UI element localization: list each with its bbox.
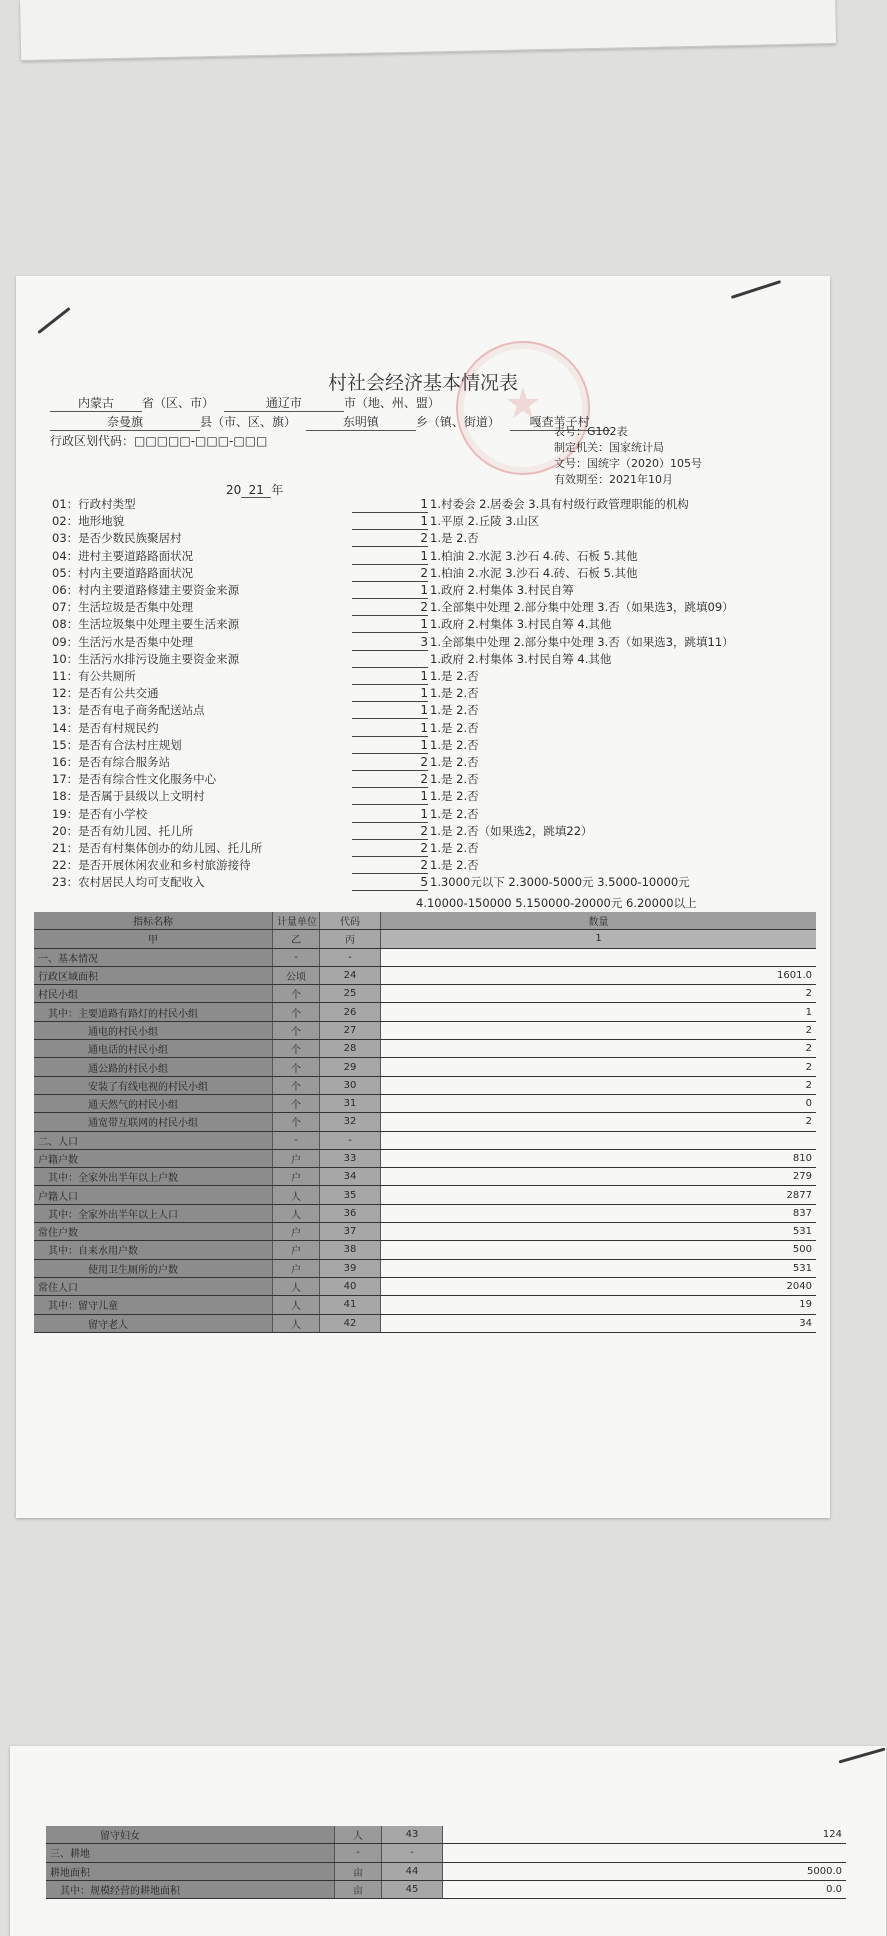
quantity-cell (381, 948, 817, 966)
indicator-cell: 户籍户数 (34, 1149, 273, 1167)
answer-field: 2 (352, 840, 428, 857)
admin-code-line (50, 432, 267, 449)
subheader-code: 丙 (320, 930, 381, 948)
question-label: 15：是否有合法村庄规划 (52, 737, 182, 752)
quantity-cell: 1 (381, 1003, 817, 1021)
question-row (52, 806, 352, 823)
indicator-cell: 村民小组 (34, 985, 273, 1003)
question-row (52, 754, 352, 771)
table-row (34, 1296, 816, 1314)
answer-options: 1.是 2.否 (430, 806, 479, 821)
top-sheet (20, 0, 836, 61)
unit-cell: 个 (273, 1094, 320, 1112)
answer-field: 1 (352, 496, 428, 513)
answer-options: 1.全部集中处理 2.部分集中处理 3.否（如果选3，跳填11） (430, 634, 734, 649)
answer-field: 1 (352, 806, 428, 823)
indicator-cell: 常住户数 (34, 1223, 273, 1241)
code-cell: 44 (382, 1862, 443, 1880)
answer-field: 1 (352, 548, 428, 565)
question-row (52, 737, 352, 754)
answer-field: 2 (352, 754, 428, 771)
table-row (34, 1204, 816, 1222)
question-label: 10：生活污水排污设施主要资金来源 (52, 651, 240, 666)
answer-field (352, 651, 428, 668)
answer-options: 1.是 2.否 (430, 858, 479, 873)
indicator-cell: 安装了有线电视的村民小组 (34, 1076, 273, 1094)
table-row (34, 1223, 816, 1241)
code-cell: 40 (320, 1277, 381, 1295)
question-label: 02：地形地貌 (52, 514, 125, 529)
quantity-cell: 279 (381, 1168, 817, 1186)
table-row (34, 1186, 816, 1204)
unit-cell: - (335, 1844, 382, 1862)
unit-cell: - (273, 948, 320, 966)
code-cell: - (382, 1844, 443, 1862)
question-label: 21：是否有村集体创办的幼儿园、托儿所 (52, 841, 263, 855)
town-field: 东明镇 (306, 413, 416, 431)
answer-options: 1.是 2.否 (430, 737, 479, 752)
question-label: 17：是否有综合性文化服务中心 (52, 772, 217, 787)
code-cell: 25 (320, 985, 381, 1003)
question-label: 18：是否属于县级以上文明村 (52, 789, 205, 804)
question-label: 20：是否有幼儿园、托儿所 (52, 823, 194, 838)
answer-options: 1.是 2.否 (430, 531, 479, 546)
question-label: 19：是否有小学校 (52, 806, 148, 821)
code-cell: 45 (382, 1880, 443, 1898)
question-row (52, 651, 352, 668)
indicator-cell: 一、基本情况 (34, 948, 273, 966)
answer-options: 1.全部集中处理 2.部分集中处理 3.否（如果选3，跳填09） (430, 600, 734, 615)
question-label: 16：是否有综合服务站 (52, 755, 171, 769)
question-label: 08：生活垃圾集中处理主要生活来源 (52, 617, 240, 632)
code-cell: 33 (320, 1149, 381, 1167)
unit-cell: 亩 (335, 1880, 382, 1898)
answer-options: 1.是 2.否 (430, 772, 479, 787)
question-row (52, 788, 352, 805)
quantity-cell: 2 (381, 1040, 817, 1058)
answer-field: 2 (352, 530, 428, 547)
location-line-2 (50, 413, 610, 431)
answer-options: 1.是 2.否 (430, 789, 479, 804)
quantity-cell: 2 (381, 1021, 817, 1039)
admin-code-boxes: □□□□□-□□□-□□□ (134, 434, 268, 448)
table-subheader-row (34, 930, 816, 948)
document-number: 文号：国统字（2020）105号 (554, 457, 702, 470)
quantity-cell: 837 (381, 1204, 817, 1222)
answer-field: 1 (352, 616, 428, 633)
question-row (52, 513, 352, 530)
quantity-cell (443, 1844, 847, 1862)
code-cell: 36 (320, 1204, 381, 1222)
question-row (52, 599, 352, 616)
code-cell: 28 (320, 1040, 381, 1058)
unit-cell: 个 (273, 1003, 320, 1021)
answer-field: 2 (352, 771, 428, 788)
indicator-cell: 三、耕地 (46, 1844, 335, 1862)
question-row (52, 771, 352, 788)
unit-cell: 人 (273, 1314, 320, 1332)
year-suffix: 年 (271, 483, 284, 497)
location-line-1 (50, 394, 440, 412)
corner-mark (731, 280, 781, 299)
table-row (34, 948, 816, 966)
form-meta (554, 424, 702, 488)
answer-field: 1 (352, 685, 428, 702)
province-field: 内蒙古 (50, 394, 142, 412)
indicator-cell: 通电的村民小组 (34, 1021, 273, 1039)
answer-options: 1.是 2.否 (430, 686, 479, 701)
answer-field: 1 (352, 702, 428, 719)
question-label: 01：行政村类型 (52, 497, 136, 511)
answer-field: 1 (352, 788, 428, 805)
answer-options: 1.是 2.否 (430, 669, 479, 683)
code-cell: - (320, 948, 381, 966)
answer-field: 1 (352, 720, 428, 737)
code-cell: 38 (320, 1241, 381, 1259)
code-cell: 43 (382, 1826, 443, 1844)
province-suffix: 省（区、市） (142, 396, 215, 410)
unit-cell: 个 (273, 1113, 320, 1131)
code-cell: - (320, 1131, 381, 1149)
table-row (46, 1862, 846, 1880)
answer-options: 1.是 2.否 (430, 841, 479, 855)
subheader-indicator: 甲 (34, 930, 273, 948)
year-value: 21 (241, 483, 271, 498)
unit-cell: 人 (335, 1826, 382, 1844)
question-row (52, 634, 352, 651)
unit-cell: 公顷 (273, 966, 320, 984)
code-cell: 26 (320, 1003, 381, 1021)
quantity-cell: 19 (381, 1296, 817, 1314)
quantity-cell: 0 (381, 1094, 817, 1112)
quantity-cell: 0.0 (443, 1880, 847, 1898)
question-row (52, 668, 352, 685)
question-label: 22：是否开展休闲农业和乡村旅游接待 (52, 858, 251, 873)
code-cell: 24 (320, 966, 381, 984)
question-row (52, 857, 352, 874)
answer-field: 5 (352, 874, 428, 891)
quantity-cell: 2040 (381, 1277, 817, 1295)
code-cell: 34 (320, 1168, 381, 1186)
question-row (52, 530, 352, 547)
indicator-cell: 其中：主要道路有路灯的村民小组 (34, 1003, 273, 1021)
question-label: 03：是否少数民族聚居村 (52, 531, 182, 546)
question-label: 11：有公共厕所 (52, 669, 136, 683)
header-code: 代码 (320, 912, 381, 930)
answer-options: 1.政府 2.村集体 3.村民自筹 4.其他 (430, 651, 612, 666)
header-unit: 计量单位 (273, 912, 320, 930)
unit-cell: 个 (273, 1040, 320, 1058)
indicator-cell: 常住人口 (34, 1277, 273, 1295)
question-row (52, 702, 352, 719)
indicator-cell: 二、人口 (34, 1131, 273, 1149)
question-label: 23：农村居民人均可支配收入 (52, 875, 205, 890)
quantity-cell: 2 (381, 1076, 817, 1094)
table-row (34, 1003, 816, 1021)
indicator-cell: 留守老人 (34, 1314, 273, 1332)
admin-code-label: 行政区划代码： (50, 434, 135, 448)
unit-cell: 户 (273, 1149, 320, 1167)
indicator-cell: 其中：规模经营的耕地面积 (46, 1880, 335, 1898)
answer-field: 2 (352, 823, 428, 840)
quantity-cell: 34 (381, 1314, 817, 1332)
quantity-cell: 2877 (381, 1186, 817, 1204)
answer-field: 2 (352, 565, 428, 582)
code-cell: 27 (320, 1021, 381, 1039)
indicator-cell: 通天然气的村民小组 (34, 1094, 273, 1112)
code-cell: 37 (320, 1223, 381, 1241)
quantity-cell: 2 (381, 985, 817, 1003)
document-page (16, 276, 830, 1518)
unit-cell: - (273, 1131, 320, 1149)
table-row (34, 1131, 816, 1149)
code-cell: 41 (320, 1296, 381, 1314)
table-row (34, 966, 816, 984)
question-row (52, 874, 352, 891)
table-row (34, 1058, 816, 1076)
question-row (52, 840, 352, 857)
indicator-cell: 通电话的村民小组 (34, 1040, 273, 1058)
answer-options: 1.柏油 2.水泥 3.沙石 4.砖、石板 5.其他 (430, 548, 638, 563)
table-row (34, 1259, 816, 1277)
indicator-cell: 通公路的村民小组 (34, 1058, 273, 1076)
quantity-cell: 531 (381, 1223, 817, 1241)
question-row (52, 823, 352, 840)
answer-options: 1.平原 2.丘陵 3.山区 (430, 514, 540, 529)
table-row (34, 1277, 816, 1295)
code-cell: 42 (320, 1314, 381, 1332)
table-header-row (34, 912, 816, 930)
answer-options: 1.是 2.否 (430, 703, 479, 718)
indicator-cell: 耕地面积 (46, 1862, 335, 1880)
indicator-cell: 行政区域面积 (34, 966, 273, 984)
quantity-cell: 5000.0 (443, 1862, 847, 1880)
question-label: 09：生活污水是否集中处理 (52, 634, 194, 649)
question-label: 13：是否有电子商务配送站点 (52, 703, 205, 718)
indicator-cell: 其中：留守儿童 (34, 1296, 273, 1314)
answer-field: 2 (352, 599, 428, 616)
quantity-cell: 124 (443, 1826, 847, 1844)
indicator-table-continued (46, 1826, 846, 1899)
question-row (52, 496, 352, 513)
table-row (46, 1826, 846, 1844)
answer-field: 1 (352, 668, 428, 685)
table-row (34, 1314, 816, 1332)
header-indicator: 指标名称 (34, 912, 273, 930)
corner-mark (37, 307, 70, 334)
question-row (52, 720, 352, 737)
question-row (52, 685, 352, 702)
quantity-cell: 810 (381, 1149, 817, 1167)
table-row (34, 985, 816, 1003)
village-field: 嘎查苇子村 (510, 413, 610, 431)
next-page (10, 1746, 886, 1936)
answer-options: 1.是 2.否 (430, 720, 479, 735)
question-row (52, 616, 352, 633)
question-label: 12：是否有公共交通 (52, 686, 159, 701)
quantity-cell: 2 (381, 1058, 817, 1076)
answer-field: 2 (352, 857, 428, 874)
unit-cell: 户 (273, 1241, 320, 1259)
question-label: 05：村内主要道路路面状况 (52, 565, 194, 580)
unit-cell: 户 (273, 1223, 320, 1241)
question-label: 07：生活垃圾是否集中处理 (52, 600, 194, 615)
county-suffix: 县（市、区、旗） (200, 415, 297, 429)
indicator-cell: 其中：全家外出半年以上人口 (34, 1204, 273, 1222)
quantity-cell: 531 (381, 1259, 817, 1277)
table-row (34, 1094, 816, 1112)
indicator-cell: 留守妇女 (46, 1826, 335, 1844)
code-cell: 32 (320, 1113, 381, 1131)
code-cell: 39 (320, 1259, 381, 1277)
answer-options: 1.柏油 2.水泥 3.沙石 4.砖、石板 5.其他 (430, 565, 638, 580)
unit-cell: 户 (273, 1259, 320, 1277)
unit-cell: 人 (273, 1296, 320, 1314)
indicator-cell: 其中：全家外出半年以上户数 (34, 1168, 273, 1186)
indicator-cell: 通宽带互联网的村民小组 (34, 1113, 273, 1131)
unit-cell: 人 (273, 1204, 320, 1222)
quantity-cell: 1601.0 (381, 966, 817, 984)
income-options-line-2: 4.10000-150000 5.150000-20000元 6.20000以上 (416, 896, 697, 910)
unit-cell: 人 (273, 1186, 320, 1204)
answer-field: 1 (352, 513, 428, 530)
header-quantity: 数量 (381, 912, 817, 930)
answer-options: 1.3000元以下 2.3000-5000元 3.5000-10000元 (430, 875, 690, 890)
county-field: 奈曼旗 (50, 413, 200, 431)
question-label: 14：是否有村规民约 (52, 720, 159, 735)
answer-options: 1.是 2.否 (430, 755, 479, 769)
table-row (34, 1076, 816, 1094)
form-number: 表号：G102表 (554, 425, 628, 438)
answer-field: 1 (352, 582, 428, 599)
unit-cell: 个 (273, 1076, 320, 1094)
table-row (34, 1040, 816, 1058)
code-cell: 29 (320, 1058, 381, 1076)
answer-field: 3 (352, 634, 428, 651)
valid-until: 有效期至：2021年10月 (554, 473, 673, 486)
table-row (34, 1149, 816, 1167)
indicator-cell: 户籍人口 (34, 1186, 273, 1204)
city-field: 通辽市 (224, 394, 344, 412)
unit-cell: 个 (273, 1021, 320, 1039)
answer-options: 1.村委会 2.居委会 3.具有村级行政管理职能的机构 (430, 497, 689, 511)
answer-field: 1 (352, 737, 428, 754)
unit-cell: 个 (273, 985, 320, 1003)
table-row (34, 1168, 816, 1186)
corner-mark (839, 1747, 886, 1763)
unit-cell: 人 (273, 1277, 320, 1295)
subheader-quantity: 1 (381, 930, 817, 948)
table-row (46, 1844, 846, 1862)
code-cell: 31 (320, 1094, 381, 1112)
unit-cell: 户 (273, 1168, 320, 1186)
quantity-cell (381, 1131, 817, 1149)
document-title: 村社会经济基本情况表 (327, 372, 518, 394)
answer-options: 1.政府 2.村集体 3.村民自筹 (430, 583, 574, 597)
unit-cell: 个 (273, 1058, 320, 1076)
issuing-authority: 制定机关：国家统计局 (554, 441, 664, 454)
question-label: 06：村内主要道路修建主要资金来源 (52, 583, 240, 597)
subheader-unit: 乙 (273, 930, 320, 948)
year-prefix: 20 (226, 483, 242, 497)
indicator-cell: 其中：自来水用户数 (34, 1241, 273, 1259)
town-suffix: 乡（镇、街道） (415, 415, 500, 429)
unit-cell: 亩 (335, 1862, 382, 1880)
quantity-cell: 2 (381, 1113, 817, 1131)
answer-options: 1.政府 2.村集体 3.村民自筹 4.其他 (430, 617, 612, 632)
question-label: 04：进村主要道路路面状况 (52, 548, 194, 563)
question-row (52, 548, 352, 565)
quantity-cell: 500 (381, 1241, 817, 1259)
table-row (34, 1113, 816, 1131)
table-row (34, 1021, 816, 1039)
answer-options: 1.是 2.否（如果选2，跳填22） (430, 823, 593, 838)
question-row (52, 565, 352, 582)
table-row (46, 1880, 846, 1898)
code-cell: 30 (320, 1076, 381, 1094)
table-row (34, 1241, 816, 1259)
city-suffix: 市（地、州、盟） (343, 396, 440, 410)
indicator-cell: 使用卫生厕所的户数 (34, 1259, 273, 1277)
question-row (52, 582, 352, 599)
indicator-table (34, 912, 816, 1333)
code-cell: 35 (320, 1186, 381, 1204)
